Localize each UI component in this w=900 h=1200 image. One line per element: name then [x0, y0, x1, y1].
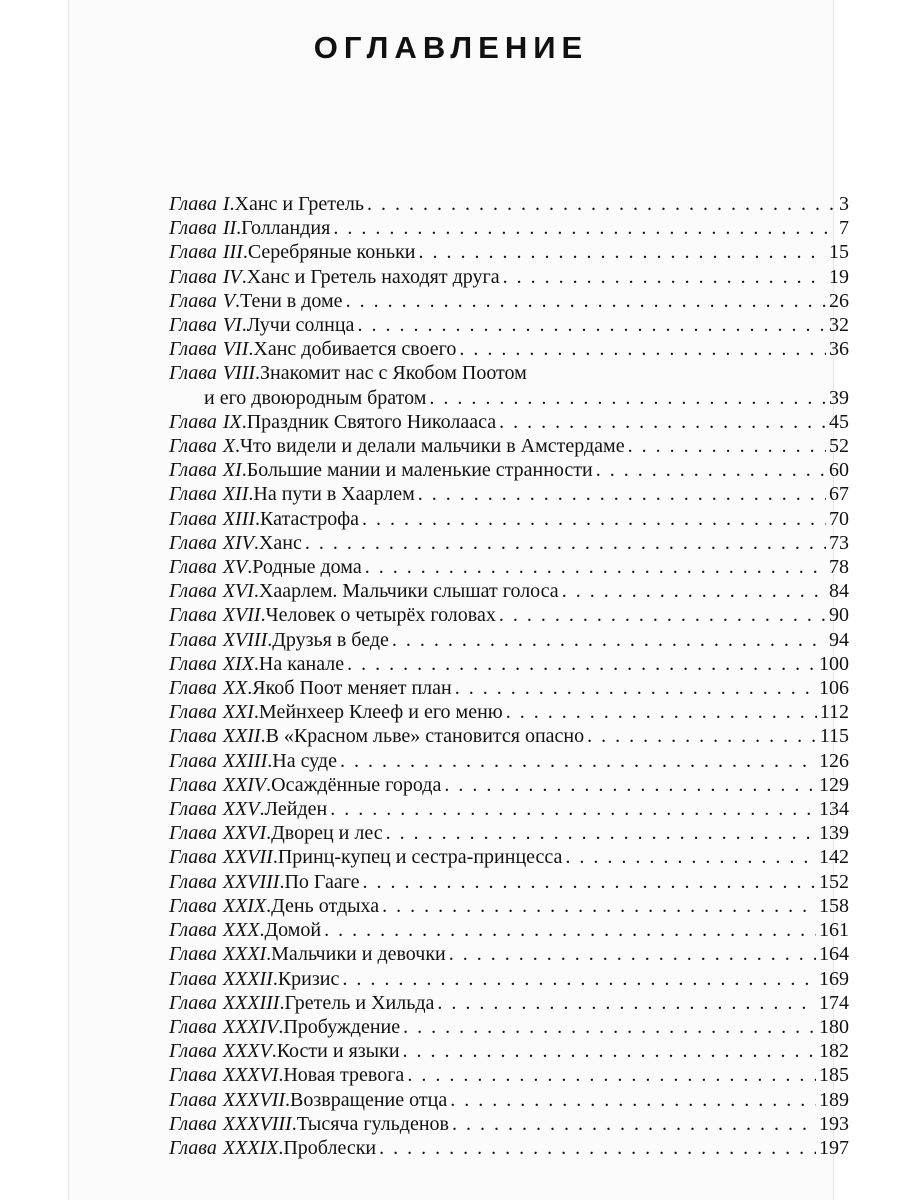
- chapter-prefix: Глава: [169, 894, 217, 917]
- toc-entry: Глава XXX . Домой . . . 161: [169, 918, 849, 942]
- chapter-title: Что видели и делали мальчики в Амстердаме: [240, 435, 625, 458]
- page-number: 94: [829, 628, 849, 651]
- chapter-prefix: Глава: [169, 1112, 217, 1135]
- page-number: 36: [829, 338, 849, 361]
- dot-leader: [392, 628, 826, 652]
- chapter-number: X: [222, 435, 236, 458]
- chapter-prefix: Глава: [169, 338, 217, 361]
- dot-leader: [452, 1112, 816, 1136]
- toc-entry: Глава XXXIII . Гретель и Хильда . . . 174: [169, 991, 849, 1015]
- dot-leader: [362, 507, 826, 531]
- chapter-number: XXXVIII: [222, 1112, 292, 1135]
- page-number: 100: [819, 652, 849, 675]
- page-number: 106: [819, 677, 849, 700]
- toc-entry: Глава VI . Лучи солнца . . . 32: [169, 313, 849, 337]
- chapter-title: Домой: [264, 919, 322, 942]
- chapter-number: XXXIII: [222, 991, 280, 1014]
- toc-entry: Глава VII . Ханс добивается своего . . . 36: [169, 337, 849, 361]
- chapter-prefix: Глава: [169, 1064, 217, 1087]
- chapter-prefix: Глава: [169, 943, 217, 966]
- chapter-number: VI: [222, 314, 242, 337]
- chapter-title: Праздник Святого Николааса: [246, 410, 497, 433]
- page-number: 15: [829, 241, 849, 264]
- dot-leader: [403, 1015, 816, 1039]
- dot-leader: [459, 337, 826, 361]
- dot-leader: [363, 870, 816, 894]
- dot-leader: [499, 410, 826, 434]
- chapter-prefix: Глава: [169, 556, 217, 579]
- toc-entry: Глава XII . На пути в Хаарлем . . . 67: [169, 482, 849, 506]
- dot-leader: [455, 676, 816, 700]
- toc-entry: Глава V . Тени в доме . . . 26: [169, 289, 849, 313]
- chapter-label: [169, 507, 255, 531]
- chapter-title-continued: и его двоюродным братом: [204, 386, 427, 409]
- toc-entry: Глава XXIII . На суде . . . 126: [169, 749, 849, 773]
- page-number: 129: [819, 773, 849, 796]
- toc-entry: Глава VIII . Знакомит нас с Якобом Поотом и его двоюродным братом . . . 39: [169, 361, 849, 409]
- chapter-number: XII: [222, 483, 249, 506]
- chapter-label: [169, 531, 254, 555]
- chapter-prefix: Глава: [169, 798, 217, 821]
- chapter-label: [169, 337, 248, 361]
- page-number: 3: [839, 193, 849, 215]
- chapter-prefix: Глава: [169, 725, 217, 748]
- chapter-number: III: [222, 241, 243, 264]
- chapter-prefix: Глава: [169, 846, 217, 869]
- chapter-number: XXII: [222, 725, 261, 748]
- page-number: 90: [829, 604, 849, 627]
- dot-leader: [379, 1136, 816, 1160]
- dot-leader: [506, 700, 817, 724]
- toc-entry: Глава XXXIX . Проблески . . . 197: [169, 1136, 849, 1160]
- chapter-number: XVI: [222, 580, 254, 603]
- chapter-number: XXIX: [222, 894, 267, 917]
- toc-entry: Глава XXVII . Принц-купец и сестра-принцесса . . . 142: [169, 845, 849, 869]
- chapter-prefix: Глава: [169, 241, 217, 264]
- toc-entry: Глава XVII . Человек о четырёх головах . . . 90: [169, 603, 849, 627]
- chapter-title: Тысяча гульденов: [296, 1112, 449, 1135]
- toc-entry: Глава XI . Большие мании и маленькие странности . . . 60: [169, 458, 849, 482]
- chapter-number: II: [222, 217, 237, 240]
- chapter-label: [169, 628, 267, 652]
- chapter-number: XX: [222, 677, 248, 700]
- dot-leader: [407, 1063, 816, 1087]
- chapter-title: Новая тревога: [283, 1064, 405, 1087]
- chapter-prefix: Глава: [169, 265, 217, 288]
- chapter-title: В «Красном льве» становится опасно: [265, 725, 585, 748]
- dot-leader: [382, 894, 816, 918]
- chapter-prefix: Глава: [169, 362, 217, 385]
- chapter-label: [169, 1063, 278, 1087]
- chapter-label: [169, 749, 267, 773]
- chapter-title: Осаждённые города: [271, 773, 442, 796]
- chapter-prefix: Глава: [169, 701, 217, 724]
- chapter-title: Возвращение отца: [290, 1088, 448, 1111]
- chapter-label: [169, 894, 266, 918]
- chapter-prefix: Глава: [169, 1136, 217, 1159]
- chapter-prefix: Глава: [169, 193, 217, 215]
- chapter-prefix: Глава: [169, 604, 217, 627]
- chapter-label: [169, 555, 247, 579]
- page-number: 139: [819, 822, 849, 845]
- chapter-label: [169, 1015, 278, 1039]
- page-number: 134: [819, 798, 849, 821]
- toc-entry: Глава XXIX . День отдыха . . . 158: [169, 894, 849, 918]
- chapter-prefix: Глава: [169, 531, 217, 554]
- chapter-label: [169, 797, 259, 821]
- chapter-title: Тени в доме: [240, 289, 343, 312]
- chapter-label: [169, 289, 235, 313]
- chapter-prefix: Глава: [169, 580, 217, 603]
- table-of-contents: [169, 192, 849, 1160]
- chapter-title: Пробуждение: [283, 1015, 401, 1038]
- chapter-number: XXXV: [222, 1040, 272, 1063]
- chapter-prefix: Глава: [169, 410, 217, 433]
- dot-leader: [418, 482, 826, 506]
- dot-leader: [324, 918, 816, 942]
- chapter-number: XXXI: [222, 943, 267, 966]
- chapter-prefix: Глава: [169, 1088, 217, 1111]
- toc-entry: Глава XXVIII . По Гааге . . . 152: [169, 870, 849, 894]
- chapter-label: [169, 361, 255, 385]
- page-number: 32: [829, 314, 849, 337]
- dot-leader: [450, 1088, 816, 1112]
- chapter-number: XXV: [222, 798, 260, 821]
- page-number: 169: [819, 967, 849, 990]
- chapter-number: XXXIV: [222, 1015, 279, 1038]
- chapter-label: [169, 1088, 285, 1112]
- chapter-number: XI: [222, 459, 242, 482]
- chapter-prefix: Глава: [169, 749, 217, 772]
- toc-entry: Глава II . Голландия . . . 7: [169, 216, 849, 240]
- page-number: 39: [829, 386, 849, 409]
- chapter-prefix: Глава: [169, 314, 217, 337]
- dot-leader: [628, 434, 826, 458]
- chapter-title: Гретель и Хильда: [284, 991, 435, 1014]
- page-number: 158: [819, 894, 849, 917]
- chapter-label: [169, 603, 261, 627]
- chapter-title: Мейнхеер Клееф и его меню: [258, 701, 503, 724]
- chapter-label: [169, 216, 236, 240]
- chapter-title: Лучи солнца: [246, 314, 355, 337]
- toc-entry: Глава IX . Праздник Святого Николааса . . . 45: [169, 410, 849, 434]
- chapter-title: На суде: [272, 749, 337, 772]
- chapter-prefix: Глава: [169, 822, 217, 845]
- chapter-title: Ханс добивается своего: [253, 338, 457, 361]
- dot-leader: [305, 531, 826, 555]
- chapter-title: На пути в Хаарлем: [253, 483, 415, 506]
- chapter-prefix: Глава: [169, 483, 217, 506]
- page-number: 126: [819, 749, 849, 772]
- dot-leader: [419, 240, 827, 264]
- toc-entry: Глава XXV . Лейден . . . 134: [169, 797, 849, 821]
- chapter-title: На канале: [258, 652, 345, 675]
- chapter-prefix: Глава: [169, 991, 217, 1014]
- page-number: 19: [829, 265, 849, 288]
- chapter-label: [169, 458, 242, 482]
- chapter-label: [169, 918, 259, 942]
- chapter-label: [169, 991, 279, 1015]
- dot-leader: [386, 821, 816, 845]
- chapter-label: [169, 579, 254, 603]
- chapter-label: [169, 967, 273, 991]
- page-number: 197: [819, 1136, 849, 1159]
- chapter-prefix: Глава: [169, 217, 217, 240]
- chapter-label: [169, 265, 242, 289]
- chapter-number: VIII: [222, 362, 256, 385]
- chapter-number: XXXIX: [222, 1136, 279, 1159]
- book-page: [68, 0, 849, 1200]
- toc-entry: Глава XX . Якоб Поот меняет план . . . 106: [169, 676, 849, 700]
- chapter-label: [169, 1039, 272, 1063]
- chapter-number: XXVI: [222, 822, 267, 845]
- page-number: 112: [819, 701, 849, 724]
- chapter-title: Знакомит нас с Якобом Поотом: [260, 362, 527, 385]
- chapter-title: Якоб Поот меняет план: [252, 677, 452, 700]
- dot-leader: [333, 216, 836, 240]
- chapter-label: [169, 1136, 278, 1160]
- page-number: 26: [829, 289, 849, 312]
- chapter-number: IX: [222, 410, 242, 433]
- chapter-prefix: Глава: [169, 507, 217, 530]
- chapter-title: Человек о четырёх головах: [265, 604, 496, 627]
- chapter-prefix: Глава: [169, 435, 217, 458]
- chapter-title: Ханс и Гретель находят друга: [246, 265, 500, 288]
- chapter-prefix: Глава: [169, 967, 217, 990]
- chapter-title: Лейден: [264, 798, 328, 821]
- dot-leader: [367, 192, 836, 216]
- chapter-label: [169, 845, 273, 869]
- chapter-prefix: Глава: [169, 628, 217, 651]
- chapter-label: [169, 482, 248, 506]
- chapter-label: [169, 724, 261, 748]
- page-number: 164: [819, 943, 849, 966]
- chapter-number: XXXII: [222, 967, 273, 990]
- toc-entry: Глава XXXIV . Пробуждение . . . 180: [169, 1015, 849, 1039]
- chapter-prefix: Глава: [169, 459, 217, 482]
- toc-entry: Глава III . Серебряные коньки . . . 15: [169, 240, 849, 264]
- page-number: 193: [819, 1112, 849, 1135]
- dot-leader: [562, 579, 826, 603]
- dot-leader: [503, 265, 826, 289]
- chapter-label: [169, 434, 235, 458]
- chapter-number: XXXVI: [222, 1064, 279, 1087]
- toc-entry: Глава I . Ханс и Гретель . . . 3: [169, 192, 849, 216]
- dot-leader: [347, 652, 816, 676]
- chapter-title: Кризис: [277, 967, 340, 990]
- chapter-label: [169, 870, 279, 894]
- chapter-label: [169, 652, 254, 676]
- toc-entry: Глава XVIII . Друзья в беде . . . 94: [169, 628, 849, 652]
- chapter-number: XXIV: [222, 773, 267, 796]
- chapter-number: I: [222, 193, 230, 215]
- page-number: 45: [829, 410, 849, 433]
- chapter-number: XV: [222, 556, 248, 579]
- chapter-title: Принц-купец и сестра-принцесса: [277, 846, 563, 869]
- chapter-number: IV: [222, 265, 242, 288]
- chapter-prefix: Глава: [169, 919, 217, 942]
- chapter-title: Дворец и лес: [271, 822, 383, 845]
- chapter-prefix: Глава: [169, 773, 217, 796]
- chapter-number: XIII: [222, 507, 256, 530]
- toc-entry: Глава XXXVII . Возвращение отца . . . 189: [169, 1088, 849, 1112]
- chapter-number: XXVIII: [222, 870, 280, 893]
- page-number: 152: [819, 870, 849, 893]
- dot-leader: [365, 555, 826, 579]
- dot-leader: [429, 386, 826, 410]
- chapter-label: [169, 313, 242, 337]
- page-number: 142: [819, 846, 849, 869]
- dot-leader: [444, 773, 816, 797]
- chapter-prefix: Глава: [169, 1015, 217, 1038]
- page-number: 70: [829, 507, 849, 530]
- page-number: 84: [829, 580, 849, 603]
- chapter-prefix: Глава: [169, 677, 217, 700]
- dot-leader: [330, 797, 816, 821]
- chapter-title: Голландия: [241, 217, 331, 240]
- chapter-title: Мальчики и девочки: [271, 943, 446, 966]
- dot-leader: [340, 749, 816, 773]
- chapter-label: [169, 240, 243, 264]
- chapter-title: Родные дома: [252, 556, 362, 579]
- chapter-title: Катастрофа: [260, 507, 360, 530]
- dot-leader: [449, 942, 816, 966]
- dot-leader: [357, 313, 826, 337]
- page-number: 73: [829, 531, 849, 554]
- dot-leader: [596, 458, 826, 482]
- toc-entry: Глава XVI . Хаарлем. Мальчики слышат голоса . . . 84: [169, 579, 849, 603]
- page-number: 174: [819, 991, 849, 1014]
- dot-leader: [342, 967, 816, 991]
- page-number: 115: [819, 725, 849, 748]
- chapter-label: [169, 410, 242, 434]
- toc-entry: Глава XIX . На канале . . . 100: [169, 652, 849, 676]
- toc-entry: Глава X . Что видели и делали мальчики в Амстердаме . . . 52: [169, 434, 849, 458]
- chapter-prefix: Глава: [169, 289, 217, 312]
- chapter-title: День отдыха: [271, 894, 380, 917]
- chapter-label: [169, 773, 266, 797]
- toc-entry: Глава XXVI . Дворец и лес . . . 139: [169, 821, 849, 845]
- toc-entry: Глава XXXII . Кризис . . . 169: [169, 967, 849, 991]
- chapter-number: XXXVII: [222, 1088, 286, 1111]
- chapter-label: [169, 676, 247, 700]
- dot-leader: [403, 1039, 816, 1063]
- toc-entry: Глава XXXI . Мальчики и девочки . . . 164: [169, 942, 849, 966]
- chapter-title: Проблески: [283, 1136, 377, 1159]
- toc-entry: Глава XV . Родные дома . . . 78: [169, 555, 849, 579]
- dot-leader: [346, 289, 826, 313]
- chapter-title: Хаарлем. Мальчики слышат голоса: [258, 580, 559, 603]
- chapter-prefix: Глава: [169, 870, 217, 893]
- toc-entry: Глава XXXVIII . Тысяча гульденов . . . 193: [169, 1112, 849, 1136]
- toc-entry: Глава XIII . Катастрофа . . . 70: [169, 507, 849, 531]
- chapter-title: Ханс и Гретель: [234, 193, 365, 215]
- chapter-title: Ханс: [258, 531, 302, 554]
- toc-entry: Глава IV . Ханс и Гретель находят друга . . . 19: [169, 265, 849, 289]
- dot-leader: [437, 991, 816, 1015]
- page-number: 182: [819, 1040, 849, 1063]
- chapter-label: [169, 821, 266, 845]
- toc-entry: Глава XXI . Мейнхеер Клееф и его меню . . . 112: [169, 700, 849, 724]
- chapter-number: XVII: [222, 604, 261, 627]
- page-number: 52: [829, 435, 849, 458]
- chapter-number: XIX: [222, 652, 254, 675]
- chapter-number: XVIII: [222, 628, 268, 651]
- chapter-prefix: Глава: [169, 652, 217, 675]
- chapter-title: По Гааге: [284, 870, 360, 893]
- toc-entry: Глава XXXV . Кости и языки . . . 182: [169, 1039, 849, 1063]
- chapter-number: XIV: [222, 531, 254, 554]
- chapter-number: XXI: [222, 701, 254, 724]
- chapter-title: Кости и языки: [276, 1040, 400, 1063]
- chapter-title: Большие мании и маленькие странности: [246, 459, 593, 482]
- page-number: 67: [829, 483, 849, 506]
- toc-entry: Глава XXIV . Осаждённые города . . . 129: [169, 773, 849, 797]
- page-number: 60: [829, 459, 849, 482]
- chapter-title: Серебряные коньки: [247, 241, 416, 264]
- toc-entry: Глава XIV . Ханс . . . 73: [169, 531, 849, 555]
- page-number: 180: [819, 1015, 849, 1038]
- dot-leader: [565, 845, 816, 869]
- page-title: ОГЛАВЛЕНИЕ: [313, 30, 589, 65]
- chapter-number: VII: [222, 338, 249, 361]
- chapter-title: Друзья в беде: [272, 628, 389, 651]
- chapter-label: [169, 192, 230, 216]
- toc-entry: Глава XXXVI . Новая тревога . . . 185: [169, 1063, 849, 1087]
- dot-leader: [499, 603, 826, 627]
- chapter-number: V: [222, 289, 236, 312]
- chapter-prefix: Глава: [169, 1040, 217, 1063]
- page-number: 161: [819, 919, 849, 942]
- page-number: 78: [829, 556, 849, 579]
- chapter-number: XXIII: [222, 749, 268, 772]
- toc-entry: Глава XXII . В «Красном льве» становится опасно . . . 115: [169, 724, 849, 748]
- dot-leader: [587, 724, 817, 748]
- page-number: 7: [839, 217, 849, 240]
- chapter-number: XXVII: [222, 846, 273, 869]
- chapter-label: [169, 1112, 292, 1136]
- chapter-label: [169, 942, 266, 966]
- chapter-label: [169, 700, 254, 724]
- page-number: 189: [819, 1088, 849, 1111]
- chapter-number: XXX: [222, 919, 260, 942]
- page-number: 185: [819, 1064, 849, 1087]
